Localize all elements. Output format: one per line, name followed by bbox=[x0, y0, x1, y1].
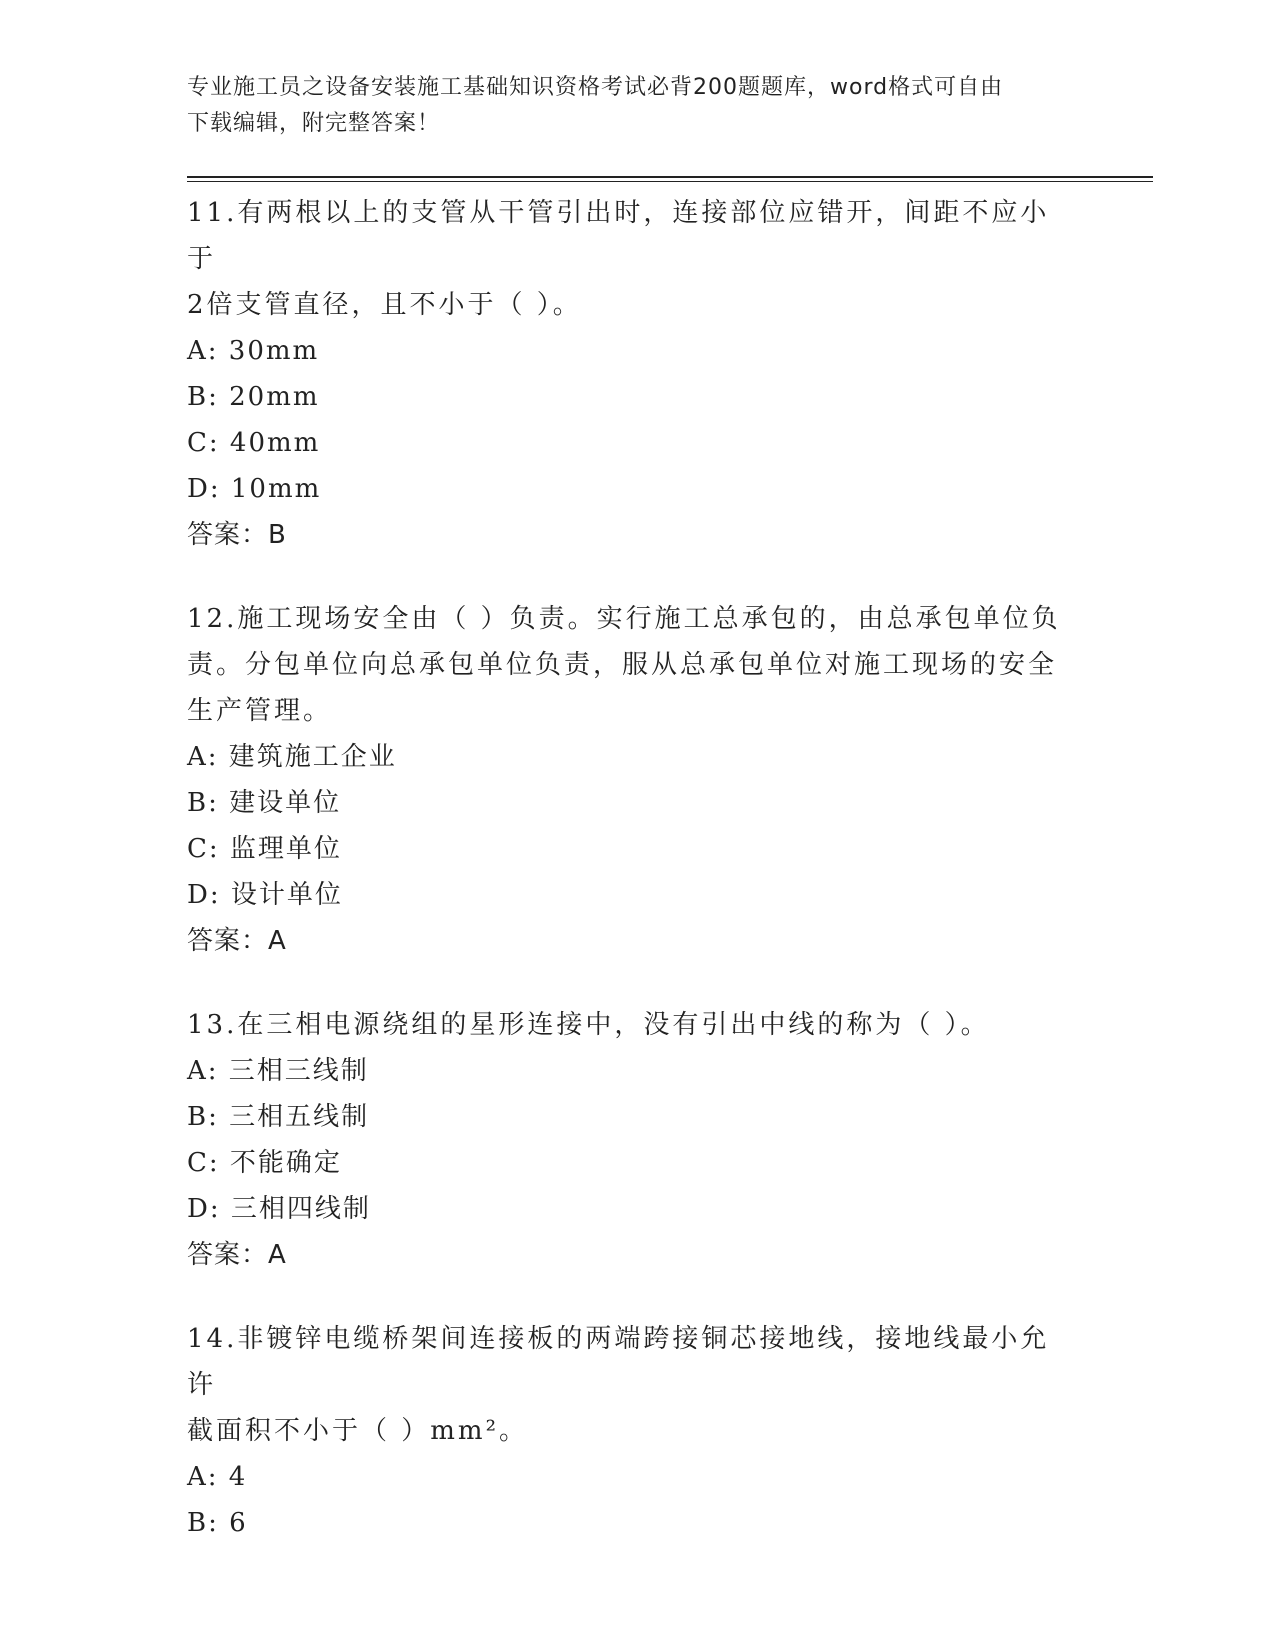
question-list bbox=[187, 190, 1067, 1584]
option-c: C: 监理单位 bbox=[187, 834, 342, 864]
option-d: D: 设计单位 bbox=[187, 880, 343, 910]
question-stem: 12.施工现场安全由（ ）负责。实行施工总承包的，由总承包单位负 bbox=[187, 604, 1061, 634]
option-b: B: 20mm bbox=[187, 382, 320, 412]
question-11 bbox=[187, 190, 1067, 558]
question-stem: 14.非镀锌电缆桥架间连接板的两端跨接铜芯接地线，接地线最小允许 bbox=[187, 1324, 1050, 1400]
answer: 答案：B bbox=[187, 520, 287, 550]
option-d: D: 三相四线制 bbox=[187, 1194, 371, 1224]
option-b: B: 6 bbox=[187, 1508, 248, 1538]
option-b: B: 三相五线制 bbox=[187, 1102, 370, 1132]
answer: 答案：A bbox=[187, 926, 287, 956]
document-header bbox=[187, 70, 1067, 142]
option-b: B: 建设单位 bbox=[187, 788, 342, 818]
question-12 bbox=[187, 596, 1067, 964]
header-title-line-2: 下载编辑，附完整答案！ bbox=[187, 111, 441, 136]
question-14 bbox=[187, 1316, 1067, 1546]
question-stem: 截面积不小于（ ）mm²。 bbox=[187, 1416, 528, 1446]
header-divider-thin bbox=[187, 181, 1153, 182]
header-divider bbox=[187, 176, 1153, 178]
option-c: C: 不能确定 bbox=[187, 1148, 342, 1178]
question-stem: 责。分包单位向总承包单位负责，服从总承包单位对施工现场的安全 bbox=[187, 650, 1058, 680]
question-stem: 13.在三相电源绕组的星形连接中，没有引出中线的称为（ ）。 bbox=[187, 1010, 990, 1040]
option-a: A: 30mm bbox=[187, 336, 320, 366]
question-stem: 11.有两根以上的支管从干管引出时，连接部位应错开，间距不应小于 bbox=[187, 198, 1050, 274]
answer: 答案：A bbox=[187, 1240, 287, 1270]
question-stem: 生产管理。 bbox=[187, 696, 333, 726]
header-title-line-1: 专业施工员之设备安装施工基础知识资格考试必背200题题库，word格式可自由 bbox=[187, 75, 1004, 100]
option-c: C: 40mm bbox=[187, 428, 321, 458]
option-a: A: 三相三线制 bbox=[187, 1056, 369, 1086]
option-a: A: 建筑施工企业 bbox=[187, 742, 397, 772]
option-a: A: 4 bbox=[187, 1462, 248, 1492]
question-stem: 2倍支管直径，且不小于（ ）。 bbox=[187, 290, 582, 320]
question-13 bbox=[187, 1002, 1067, 1278]
option-d: D: 10mm bbox=[187, 474, 322, 504]
